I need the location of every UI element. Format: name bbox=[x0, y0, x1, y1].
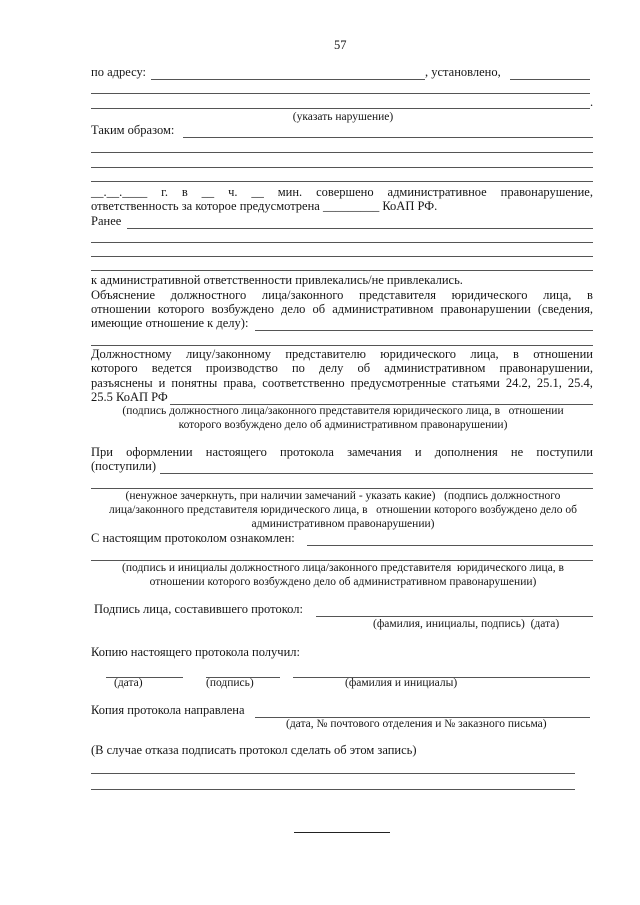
word: __ bbox=[201, 185, 215, 199]
word: правонарушение, bbox=[500, 185, 593, 199]
word: ведется bbox=[151, 361, 192, 375]
word: __.__.____ bbox=[91, 185, 148, 199]
rights-caption-2: которого возбуждено дело об административном правонарушении) bbox=[178, 419, 508, 431]
word: статьями bbox=[451, 376, 500, 390]
word: в bbox=[587, 288, 593, 302]
word: поступили bbox=[536, 445, 593, 459]
word: по bbox=[291, 361, 305, 375]
word: протокола bbox=[280, 445, 334, 459]
word: лица, bbox=[470, 347, 499, 361]
copy-received-signature-caption: (подпись) bbox=[206, 677, 254, 689]
earlier-blank-line-1 bbox=[91, 242, 593, 243]
acquainted-blank-line bbox=[307, 545, 593, 546]
word: юридического bbox=[451, 288, 528, 302]
established-label: , установлено, bbox=[425, 65, 501, 79]
copy-received-label: Копию настоящего протокола получил: bbox=[91, 645, 300, 659]
thus-blank-line-2 bbox=[91, 167, 593, 168]
explanation-line-2 bbox=[91, 303, 593, 316]
word: в bbox=[181, 185, 188, 199]
word: г. bbox=[161, 185, 168, 199]
word: административном bbox=[384, 361, 486, 375]
violation-caption: (указать нарушение) bbox=[292, 111, 394, 123]
word: представителя bbox=[359, 288, 437, 302]
rights-caption-1: (подпись должностного лица/законного представителя юридического лица, в отношении bbox=[122, 405, 564, 417]
rights-line-4: 25.5 КоАП РФ bbox=[91, 390, 168, 404]
explanation-line-1 bbox=[91, 289, 593, 302]
remarks-line-2: (поступили) bbox=[91, 459, 156, 473]
word: соответственно bbox=[262, 376, 345, 390]
word: права, bbox=[223, 376, 257, 390]
refusal-blank-line-2 bbox=[91, 789, 575, 790]
compiler-label: Подпись лица, составившего протокол: bbox=[94, 602, 303, 616]
liability-history: к административной ответственности привлекались/не привлекались. bbox=[91, 273, 463, 287]
word: лицу/законному bbox=[185, 347, 272, 361]
word: (сведения, bbox=[537, 302, 593, 316]
word: понятны bbox=[171, 376, 218, 390]
word: в bbox=[512, 347, 519, 361]
acquainted-label: С настоящим протоколом ознакомлен: bbox=[91, 531, 295, 545]
compiler-caption: (фамилия, инициалы, подпись) (дата) bbox=[373, 618, 560, 630]
end-separator-line bbox=[294, 832, 390, 833]
word: не bbox=[510, 445, 524, 459]
word: Объяснение bbox=[91, 288, 156, 302]
word: лица, bbox=[543, 288, 572, 302]
thus-blank-line bbox=[183, 137, 593, 138]
word: которого bbox=[157, 302, 205, 316]
word: делу bbox=[318, 361, 344, 375]
thus-label: Таким образом: bbox=[91, 123, 175, 137]
remarks-blank-line-1 bbox=[91, 488, 593, 489]
refusal-note: (В случае отказа подписать протокол сделать об этом запись) bbox=[91, 743, 417, 757]
word: административном bbox=[332, 302, 434, 316]
remarks-caption-1: (ненужное зачеркнуть, при наличии замечаний - указать какие) (подпись должностного bbox=[125, 490, 561, 502]
word: и bbox=[414, 445, 422, 459]
word: возбуждено bbox=[211, 302, 274, 316]
word: юридического bbox=[380, 347, 457, 361]
copy-sent-label: Копия протокола направлена bbox=[91, 703, 245, 717]
rights-line-2 bbox=[91, 362, 593, 375]
word: мин. bbox=[277, 185, 303, 199]
word: разъяснены bbox=[91, 376, 153, 390]
rights-line-3 bbox=[91, 377, 593, 390]
copy-received-date-caption: (дата) bbox=[114, 677, 143, 689]
word: отношении bbox=[91, 302, 151, 316]
explanation-blank-line bbox=[255, 330, 593, 331]
acquainted-caption-1: (подпись и инициалы должностного лица/законного представителя юридического лица, в bbox=[122, 562, 564, 574]
word: При bbox=[91, 445, 113, 459]
remarks-caption-2: лица/законного представителя юридического лица, в отношении которого возбуждено дело об bbox=[109, 504, 577, 516]
acquainted-caption-2: отношении которого возбуждено дело об административном правонарушении) bbox=[149, 576, 537, 588]
remarks-blank-line bbox=[160, 473, 593, 474]
explanation-line-3: имеющие отношение к делу): bbox=[91, 316, 249, 330]
word: 24.2, bbox=[505, 376, 531, 390]
word: об bbox=[357, 361, 371, 375]
word: дополнения bbox=[434, 445, 498, 459]
word: предусмотренные bbox=[350, 376, 446, 390]
address-label: по адресу: bbox=[91, 65, 147, 79]
date-row bbox=[91, 186, 593, 199]
word: правонарушении bbox=[440, 302, 531, 316]
word: __ bbox=[251, 185, 264, 199]
word: и bbox=[158, 376, 166, 390]
word: 25.1, bbox=[536, 376, 562, 390]
word: настоящего bbox=[205, 445, 267, 459]
compiler-signature-line bbox=[316, 616, 593, 617]
remarks-caption-3: административном правонарушении) bbox=[251, 518, 435, 530]
violation-period: . bbox=[590, 95, 594, 109]
word: производство bbox=[205, 361, 278, 375]
earlier-blank-line bbox=[127, 228, 593, 229]
copy-sent-caption: (дата, № почтового отделения и № заказного письма) bbox=[286, 718, 547, 730]
word: представителю bbox=[285, 347, 366, 361]
copy-received-name-caption: (фамилия и инициалы) bbox=[345, 677, 458, 689]
acquainted-blank-line-1 bbox=[91, 560, 593, 561]
violation-blank-line-1 bbox=[91, 93, 590, 94]
word: которого bbox=[91, 361, 138, 375]
word: дело bbox=[281, 302, 306, 316]
rights-line-1 bbox=[91, 348, 593, 361]
refusal-blank-line-1 bbox=[91, 773, 575, 774]
earlier-label: Ранее bbox=[91, 214, 122, 228]
thus-blank-line-3 bbox=[91, 181, 593, 182]
word: должностного bbox=[170, 288, 247, 302]
word: отношении bbox=[533, 347, 593, 361]
word: ч. bbox=[228, 185, 238, 199]
earlier-blank-line-3 bbox=[91, 270, 593, 271]
earlier-blank-line-2 bbox=[91, 256, 593, 257]
word: оформлении bbox=[126, 445, 193, 459]
remarks-line-1 bbox=[91, 446, 593, 459]
liability-line: ответственность за которое предусмотрена _________ КоАП РФ. bbox=[91, 199, 438, 213]
word: административное bbox=[387, 185, 487, 199]
word: 25.4, bbox=[567, 376, 593, 390]
word: замечания bbox=[347, 445, 402, 459]
thus-blank-line-1 bbox=[91, 152, 593, 153]
page-number: 57 bbox=[334, 38, 347, 52]
address-blank-line bbox=[151, 79, 425, 80]
word: совершено bbox=[316, 185, 374, 199]
violation-blank-line-2 bbox=[91, 108, 590, 109]
word: правонарушении, bbox=[499, 361, 593, 375]
word: Должностному bbox=[91, 347, 172, 361]
word: лица/законного bbox=[261, 288, 344, 302]
established-blank-line bbox=[510, 79, 590, 80]
explanation-blank-line-1 bbox=[91, 345, 593, 346]
word: об bbox=[312, 302, 326, 316]
